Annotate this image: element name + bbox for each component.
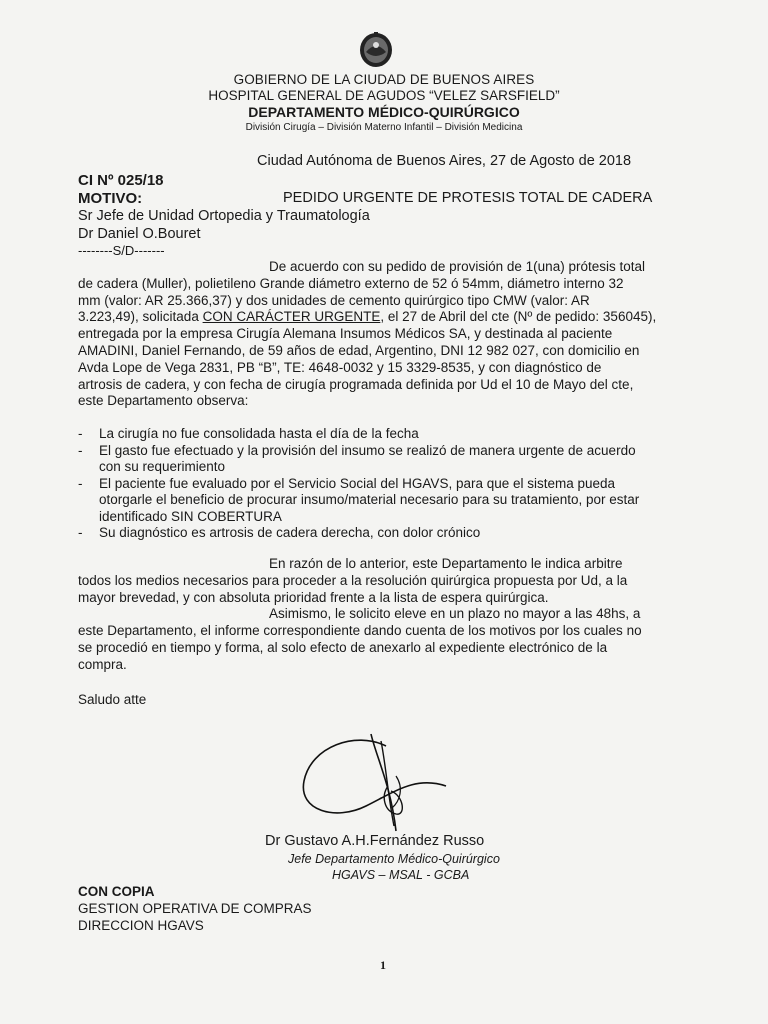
bullet-text: otorgarle el beneficio de procurar insumo/material necesario para su tratamiento, por estar: [99, 492, 640, 507]
recipient-name: Dr Daniel O.Bouret: [78, 226, 201, 242]
body-line: mayor brevedad, y con absoluta prioridad frente a la lista de espera quirúrgica.: [78, 589, 549, 605]
body-line: de cadera (Muller), polietileno Grande diámetro externo de 52 ó 54mm, diámetro interno 32: [78, 275, 624, 291]
recipient-sd: --------S/D-------: [78, 243, 165, 258]
copy-label: CON COPIA: [78, 884, 155, 899]
signer-role: Jefe Departamento Médico-Quirúrgico: [288, 852, 500, 866]
bullet-dash: -: [78, 442, 83, 458]
body-line: AMADINI, Daniel Fernando, de 59 años de edad, Argentino, DNI 12 982 027, con domicilio en: [78, 342, 640, 358]
list-item: [78, 426, 698, 443]
list-item: [78, 443, 698, 476]
body-text: 3.223,49), solicitada: [78, 309, 203, 325]
letterhead-hospital: HOSPITAL GENERAL DE AGUDOS “VELEZ SARSFIELD”: [208, 88, 560, 103]
body-line: Avda Lope de Vega 2831, PB “B”, TE: 4648-0032 y 15 3329-8535, y con diagnóstico de: [78, 359, 602, 375]
body-line: En razón de lo anterior, este Departamento le indica arbitre: [269, 556, 623, 571]
body-line: todos los medios necesarios para proceder a la resolución quirúrgica propuesta por Ud, a la: [78, 572, 628, 588]
date-line: Ciudad Autónoma de Buenos Aires, 27 de Agosto de 2018: [257, 153, 632, 169]
body-line: artrosis de cadera, y con fecha de cirugía programada definida por Ud el 10 de Mayo del cte,: [78, 376, 634, 392]
bullet-text: Su diagnóstico es artrosis de cadera derecha, con dolor crónico: [99, 525, 481, 540]
copy-recipient: DIRECCION HGAVS: [78, 918, 204, 933]
letterhead-government: GOBIERNO DE LA CIUDAD DE BUENOS AIRES: [233, 72, 535, 87]
body-paragraph: [78, 259, 693, 410]
list-item: [78, 525, 698, 542]
body-line: se procedió en tiempo y forma, al solo efecto de anexarlo al expediente electrónico de la: [78, 639, 608, 655]
letterhead-department: DEPARTAMENTO MÉDICO-QUIRÚRGICO: [248, 104, 520, 120]
body-line: entregada por la empresa Cirugía Alemana Insumos Médicos SA, y destinada al paciente: [78, 326, 613, 342]
bullet-dash: -: [78, 426, 83, 441]
body-line: este Departamento observa:: [78, 393, 249, 409]
city-seal-emblem: [358, 30, 394, 68]
letterhead-divisions: División Cirugía – División Materno Infantil – División Medicina: [245, 122, 523, 133]
request-paragraph: [78, 556, 698, 674]
body-line: mm (valor: AR 25.366,37) y dos unidades de cemento quirúrgico tipo CMW (valor: AR: [78, 292, 590, 308]
ci-number: CI Nº 025/18: [78, 172, 164, 189]
body-line: Asimismo, le solicito eleve en un plazo no mayor a las 48hs, a: [269, 606, 641, 622]
motivo-label: MOTIVO:: [78, 190, 143, 207]
bullet-dash: -: [78, 525, 83, 540]
bullet-text: El paciente fue evaluado por el Servicio Social del HGAVS, para que el sistema pueda: [99, 475, 616, 491]
signer-org: HGAVS – MSAL - GCBA: [332, 868, 470, 882]
handwritten-signature: [296, 726, 456, 836]
urgent-underlined-text: CON CARÁCTER URGENTE: [202, 309, 381, 325]
body-line: [78, 309, 693, 326]
copy-recipient: GESTION OPERATIVA DE COMPRAS: [78, 901, 312, 916]
bullet-text: identificado SIN COBERTURA: [99, 508, 282, 524]
bullet-text: La cirugía no fue consolidada hasta el día de la fecha: [99, 426, 419, 441]
body-text: , el 27 de Abril del cte (Nº de pedido: 356045),: [380, 309, 657, 325]
observations-list: [78, 426, 698, 542]
body-line: este Departamento, el informe correspondiente dando cuenta de los motivos por los cuales no: [78, 623, 642, 639]
signer-name: Dr Gustavo A.H.Fernández Russo: [265, 833, 485, 849]
body-line: compra.: [78, 656, 127, 672]
body-line: De acuerdo con su pedido de provisión de 1(una) prótesis total: [269, 259, 645, 274]
recipient-title: Sr Jefe de Unidad Ortopedia y Traumatología: [78, 208, 370, 224]
closing: Saludo atte: [78, 692, 147, 707]
list-item: [78, 476, 698, 526]
bullet-text: con su requerimiento: [99, 459, 226, 474]
motivo-value: PEDIDO URGENTE DE PROTESIS TOTAL DE CADERA: [283, 190, 653, 206]
bullet-text: El gasto fue efectuado y la provisión del insumo se realizó de manera urgente de acuerdo: [99, 442, 636, 458]
bullet-dash: -: [78, 475, 83, 491]
page-number: 1: [380, 958, 386, 972]
